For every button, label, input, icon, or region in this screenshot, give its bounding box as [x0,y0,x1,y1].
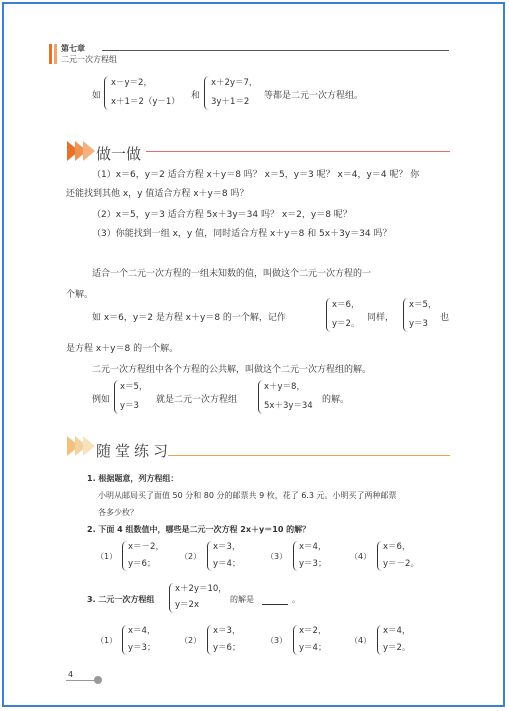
intro-suffix: 等都是二元一次方程组。 [264,91,364,101]
ex2-option-eq2: y＝3； [299,559,327,569]
ex3-option-label: （3） [266,636,288,645]
brace-icon [293,541,298,571]
intro-sys2-eq1: x＋2y＝7， [211,78,258,88]
ex3-end: 。 [292,595,300,604]
ex2-option-eq1: x＝－2， [128,542,164,552]
section-rule [168,455,450,456]
brace-icon [326,298,331,332]
brace-icon [169,583,174,613]
explain-p4-pre: 例如 [92,395,111,405]
header-accent-bar-light [54,44,57,64]
explain-p2-sysB-eq1: x＝5， [409,300,437,310]
brace-icon [207,541,212,571]
explain-p3: 二元一次方程组中各个方程的公共解，叫做这个二元一次方程组的解。 [92,365,372,375]
explain-p2-mid: 同样， [367,313,395,323]
brace-icon [377,625,382,655]
page-number: 4 [68,670,74,679]
intro-sys1-eq1: x－y＝2， [111,78,152,88]
chevron-right-icon [83,141,95,161]
ex3-title: 3. 二元一次方程组 [87,595,155,604]
section-rule [146,151,450,152]
chapter-subtitle: 二元一次方程组 [61,55,117,64]
footer-rule [66,680,96,681]
explain-p2-end: 也 [440,313,450,323]
intro-sys2-eq2: 3y＋1＝2 [211,97,250,107]
explain-p2-pre: 如 x＝6，y＝2 是方程 x＋y＝8 的一个解，记作 [92,313,286,323]
explain-p4-mid: 就是二元一次方程组 [156,395,238,405]
explain-p4-sysA-eq2: y＝3 [120,401,139,411]
ex3-option-eq2: y＝4； [299,643,327,653]
ex3-option-eq2: y＝6； [213,643,241,653]
ex2-option-eq1: x＝3， [213,542,241,552]
ex2-option-label: （4） [350,552,372,561]
ex2-option-label: （2） [180,552,202,561]
explain-p2-sysB-eq2: y＝3 [409,319,428,329]
brace-icon [104,76,109,110]
ex3-sys-eq1: x＋2y＝10， [175,584,227,594]
explain-p4-sysB-eq1: x＋y＝8， [264,382,305,392]
do-q1-line1: （1）x＝6，y＝2 适合方程 x＋y＝8 吗？ x＝5，y＝3 呢？ x＝4，y＝4 呢？ 你 [92,170,420,180]
ex3-option-label: （2） [180,636,202,645]
explain-p4-sysA-eq1: x＝5， [120,382,148,392]
explain-p4-sysB-eq2: 5x＋3y＝34 [264,401,313,411]
intro-sys1-eq2: x＋1＝2（y－1） [111,97,180,107]
ex3-option-eq2: y＝3； [128,643,156,653]
section-title-practice: 随堂练习 [96,442,173,460]
brace-icon [377,541,382,571]
brace-icon [207,625,212,655]
ex3-option-label: （1） [96,636,118,645]
ex1-line2: 各多少枚？ [98,508,138,517]
ex2-option-label: （3） [266,552,288,561]
explain-p2-sysA-eq1: x＝6， [332,300,360,310]
brace-icon [293,625,298,655]
explain-p2-sysA-eq2: y＝2。 [332,319,360,329]
ex2-option-eq2: y＝－2。 [383,559,419,569]
ex1-title: 1. 根据题意，列方程组： [87,474,179,483]
do-q1-line2: 还能找到其他 x，y 值适合方程 x＋y＝8 吗？ [66,189,249,199]
ex3-option-eq1: x＝2， [299,626,327,636]
section-title-do: 做一做 [96,145,142,163]
ex2-option-eq2: y＝6； [128,559,156,569]
brace-icon [122,625,127,655]
ex3-sys-eq2: y＝2x [175,600,199,610]
ex3-option-label: （4） [350,636,372,645]
chevron-right-icon [83,436,95,456]
ex2-title: 2. 下面 4 组数值中，哪些是二元一次方程 2x＋y＝10 的解？ [87,525,311,534]
footer-dot-icon [94,676,102,684]
ex3-option-eq2: y＝2。 [383,643,411,653]
ex2-option-eq1: x＝6， [383,542,411,552]
explain-p1-line2: 个解。 [66,290,94,300]
intro-and: 和 [191,91,201,101]
explain-p1-line1: 适合一个二元一次方程的一组未知数的值，叫做这个二元一次方程的一 [92,269,372,279]
brace-icon [258,380,263,414]
ex3-option-eq1: x＝4， [128,626,156,636]
ex3-option-eq1: x＝3， [213,626,241,636]
header-rule [102,50,449,51]
answer-blank[interactable] [262,596,288,605]
ex2-option-label: （1） [96,552,118,561]
do-q3: （3）你能找到一组 x，y 值，同时适合方程 x＋y＝8 和 5x＋3y＝34 吗？ [92,229,392,239]
brace-icon [114,380,119,414]
ex3-post: 的解是 [230,595,254,604]
intro-prefix: 如 [92,91,102,101]
ex2-option-eq2: y＝4； [213,559,241,569]
brace-icon [204,76,209,110]
chapter-label: 第七章 [61,44,85,53]
brace-icon [122,541,127,571]
explain-p4-end: 的解。 [322,395,350,405]
ex2-option-eq1: x＝4， [299,542,327,552]
explain-p2-line2: 是方程 x＋y＝8 的一个解。 [66,344,179,354]
brace-icon [403,298,408,332]
ex1-line1: 小明从邮局买了面值 50 分和 80 分的邮票共 9 枚，花了 6.3 元。小明买了两种邮票 [98,491,397,500]
header-accent-bar [49,44,52,64]
do-q2: （2）x＝5，y＝3 适合方程 5x＋3y＝34 吗？ x＝2，y＝8 呢？ [92,210,352,220]
ex3-option-eq1: x＝4， [383,626,411,636]
